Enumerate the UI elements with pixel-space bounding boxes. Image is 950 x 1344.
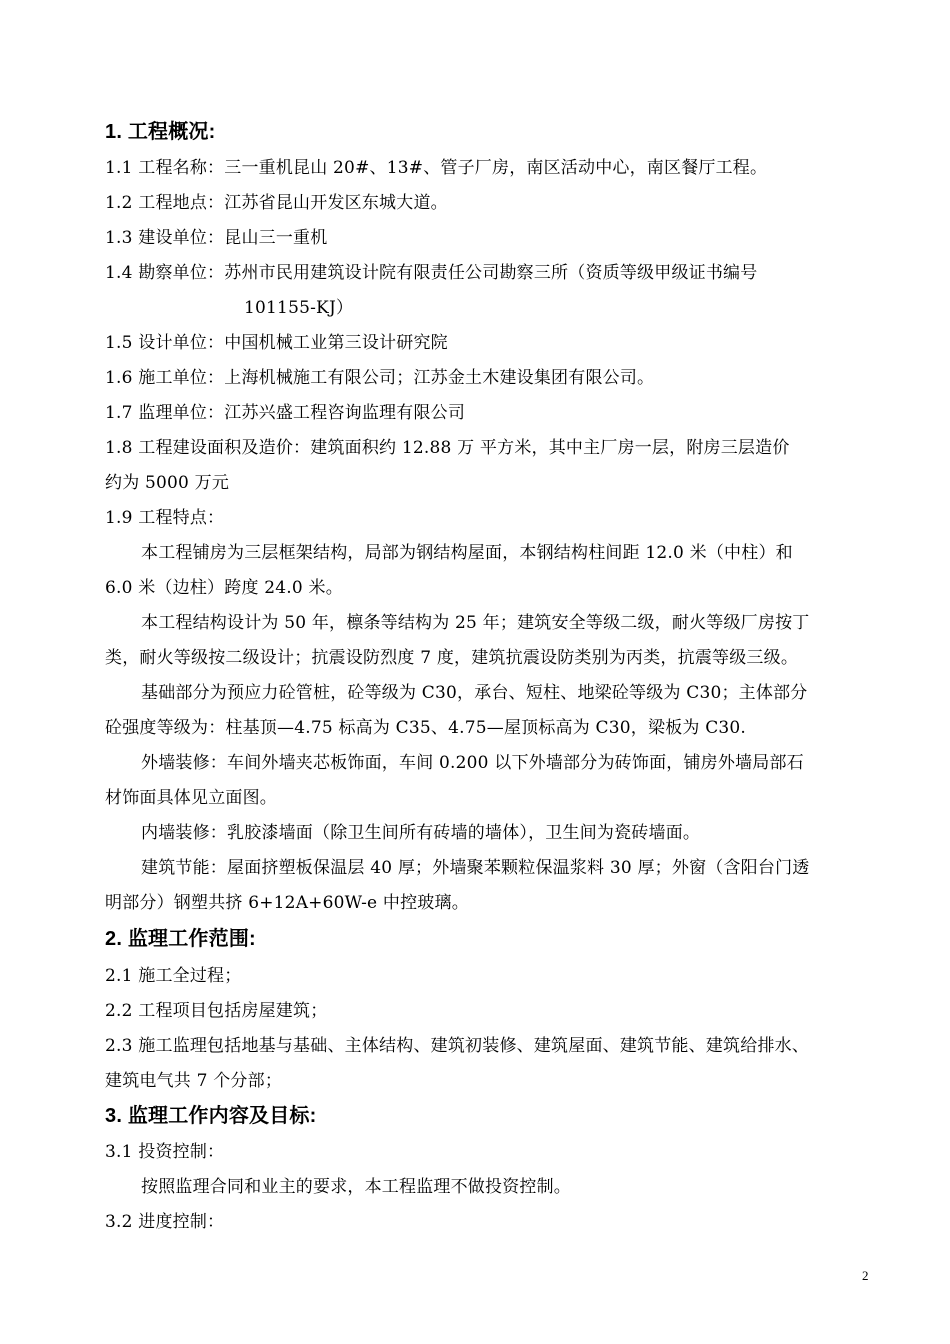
item-3-1: 3.1 投资控制：	[105, 1142, 225, 1162]
item-1-2: 1.2 工程地点：江苏省昆山开发区东城大道。	[105, 193, 448, 213]
item-1-7: 1.7 监理单位：江苏兴盛工程咨询监理有限公司	[105, 403, 466, 423]
paragraph-design-life-cont: 类，耐火等级按二级设计；抗震设防烈度 7 度，建筑抗震设防类别为丙类，抗震等级三级。	[105, 648, 799, 668]
section-3-heading: 3. 监理工作内容及目标:	[105, 1105, 317, 1127]
item-2-1: 2.1 施工全过程；	[105, 966, 242, 986]
item-3-2: 3.2 进度控制：	[105, 1212, 225, 1232]
section-2-heading: 2. 监理工作范围:	[105, 928, 256, 950]
item-1-5: 1.5 设计单位：中国机械工业第三设计研究院	[105, 333, 448, 353]
paragraph-exterior-cont: 材饰面具体见立面图。	[105, 788, 277, 808]
paragraph-exterior: 外墙装修：车间外墙夹芯板饰面，车间 0.200 以下外墙部分为砖饰面，铺房外墙局部石	[141, 753, 804, 773]
item-1-6: 1.6 施工单位：上海机械施工有限公司；江苏金土木建设集团有限公司。	[105, 368, 655, 388]
paragraph-energy-cont: 明部分）钢塑共挤 6+12A+60W-e 中控玻璃。	[105, 893, 469, 913]
item-2-3: 2.3 施工监理包括地基与基础、主体结构、建筑初装修、建筑屋面、建筑节能、建筑给排水、	[105, 1036, 810, 1056]
item-1-4: 1.4 勘察单位：苏州市民用建筑设计院有限责任公司勘察三所（资质等级甲级证书编号	[105, 263, 758, 283]
item-2-3-cont: 建筑电气共 7 个分部；	[105, 1071, 283, 1091]
item-1-3: 1.3 建设单位：昆山三一重机	[105, 228, 328, 248]
paragraph-structure-cont: 6.0 米（边柱）跨度 24.0 米。	[105, 578, 343, 598]
paragraph-foundation: 基础部分为预应力砼管桩，砼等级为 C30，承台、短柱、地梁砼等级为 C30；主体部分	[141, 683, 808, 703]
paragraph-structure: 本工程铺房为三层框架结构，局部为钢结构屋面，本钢结构柱间距 12.0 米（中柱）和	[141, 543, 793, 563]
paragraph-investment: 按照监理合同和业主的要求，本工程监理不做投资控制。	[141, 1177, 571, 1197]
paragraph-foundation-cont: 砼强度等级为：柱基顶—4.75 标高为 C35、4.75—屋顶标高为 C30，梁板为 C30.	[105, 718, 747, 738]
section-1-heading: 1. 工程概况:	[105, 121, 216, 143]
item-1-8: 1.8 工程建设面积及造价：建筑面积约 12.88 万 平方米，其中主厂房一层，附房三层造价	[105, 438, 790, 458]
page-number: 2	[862, 1268, 869, 1283]
item-2-2: 2.2 工程项目包括房屋建筑；	[105, 1001, 328, 1021]
item-1-8-cont: 约为 5000 万元	[105, 473, 230, 493]
item-1-9: 1.9 工程特点：	[105, 508, 225, 528]
paragraph-energy: 建筑节能：屋面挤塑板保温层 40 厚；外墙聚苯颗粒保温浆料 30 厚；外窗（含阳台门透	[141, 858, 810, 878]
item-1-1: 1.1 工程名称：三一重机昆山 20#、13#、管子厂房，南区活动中心，南区餐厅工程。	[105, 158, 768, 178]
paragraph-design-life: 本工程结构设计为 50 年，檩条等结构为 25 年；建筑安全等级二级，耐火等级厂房按丁	[141, 613, 810, 633]
item-1-4-cont: 101155-KJ）	[244, 298, 354, 318]
paragraph-interior: 内墙装修：乳胶漆墙面（除卫生间所有砖墙的墙体），卫生间为瓷砖墙面。	[141, 823, 701, 843]
